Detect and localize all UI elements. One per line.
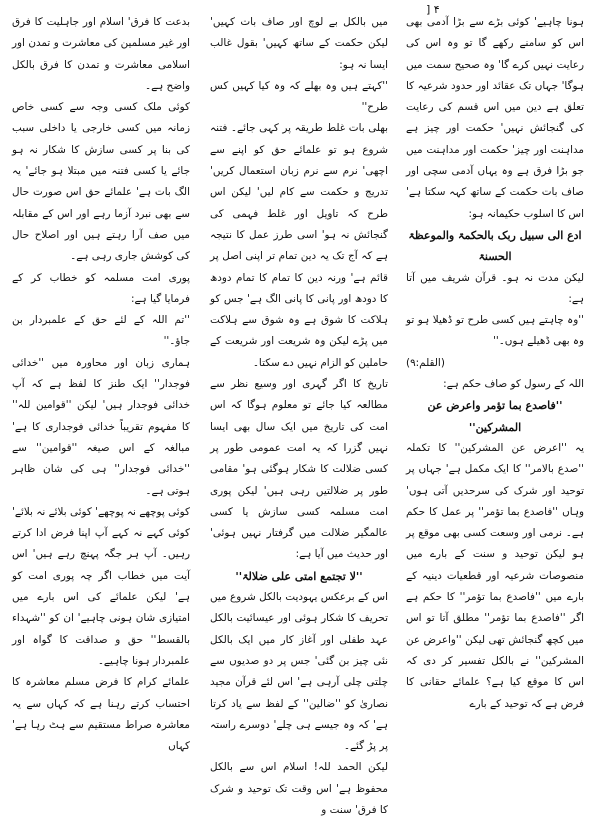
paragraph: میں بالکل بے لوچ اور صاف بات کہیں' لیکن حکمت کے ساتھ کہیں' بقول غالب ایسا نہ ہو:	[210, 16, 388, 71]
text-column-middle	[210, 12, 388, 816]
text-column-left	[12, 12, 190, 776]
quoted-verse: ''لا تجتمع امتی علی ضلالۃ''	[235, 569, 363, 583]
paragraph: اس کے برعکس یہودیت بالکل شروع میں تحریف کا شکار ہوئی اور عیسائیت بالکل عہد طفلی اور آغاز کار میں ایک بالکل نئی چیز بن گئی' جس پر دو صدیوں سے چلتی چلی آرہی ہے' اس لئے قرآن مجید نصاریٰ کو ''ضالین'' کے لفظ سے یاد کرتا ہے' کہ وہ جیسے ہی چلے' دوسرے راستہ پر پڑ گئے۔	[210, 591, 388, 753]
paragraph: ہماری زبان اور محاورہ میں ''خدائی فوجدار'' ایک طنز کا لفظ ہے کہ آپ خدائی فوجدار ہیں' لیکن ''قوامین للہ'' کا مفہوم تقریباً خدائی فوجداری کا ہے' مبالغہ کے اس صیغہ ''قوامین'' سے ''خدائی فوجدار'' ہی کی شان ظاہر ہوتی ہے۔	[12, 356, 190, 497]
page-number: ] ۴	[426, 3, 440, 16]
paragraph: علمائے کرام کا فرض مسلم معاشرہ کا احتساب کرتے رہنا ہے کہ کہاں سے یہ معاشرہ صراط مستقیم سے ہٹ رہا ہے' کہاں	[12, 676, 190, 753]
paragraph: پوری امت مسلمہ کو خطاب کر کے فرمایا گیا ہے:	[12, 271, 190, 305]
paragraph: ''تم اللہ کے لئے حق کے علمبردار بن جاؤ۔''	[12, 314, 190, 348]
quoted-verse: ادع الی سبیل ربک بالحکمۃ والموعظۃ الحسنۃ	[408, 228, 582, 264]
paragraph: لیکن الحمد للہ! اسلام اس سے بالکل محفوظ ہے' اس وقت تک توحید و شرک کا فرق' سنت و	[210, 761, 388, 816]
paragraph: ''وہ چاہتے ہیں کسی طرح تو ڈھیلا ہو تو وہ بھی ڈھیلے ہوں۔''	[406, 314, 584, 348]
paragraph: اللہ کے رسول کو صاف حکم ہے:	[443, 378, 584, 391]
citation: (القلم:۹)	[406, 356, 445, 369]
paragraph: کوئی ملک کسی وجہ سے کسی خاص زمانہ میں کسی خارجی یا داخلی سبب کی بنا پر کسی سازش کا شکار نہ ہو جائے یا کسی فتنہ میں مبتلا ہو جائے' یہ الگ بات ہے' علمائے حق اس صورت حال سے بھی نبرد آزما رہے اور اس کے مقابلہ میں صف آرا رہتے ہیں اور اصلاح حال کی کوشش جاری رہی ہے۔	[12, 101, 190, 263]
text-column-right	[406, 12, 584, 776]
paragraph: بھلی بات غلط طریقہ پر کہی جائے۔ فتنہ شروع ہو تو علمائے حق کو اپنے سے اچھی' نرم سے نرم زبان استعمال کریں' تدریج و حکمت سے کام لیں' لیکن اس طرح کہ تاویل اور غلط فہمی کی گنجائش نہ ہو' اسی طرز عمل کا نتیجہ ہے کہ آج تک یہ دین تمام تر اپنی اصل پر قائم ہے' ورنہ دین کا تمام کا تمام دودھ کا دودھ اور پانی کا پانی الگ ہے' جس کو ہلاکت کا شوق ہے وہ شوق سے ہلاکت میں پڑے لیکن وہ شریعت اور شریعت کے حاملین کو الزام نہیں دے سکتا۔	[210, 122, 388, 369]
quoted-verse: ''فاصدع بما تؤمر واعرض عن المشرکین''	[427, 399, 563, 434]
paragraph: بدعت کا فرق' اسلام اور جاہلیت کا فرق اور غیر مسلمین کی معاشرت و تمدن اور اسلامی معاشرت و تمدن کا فرق بالکل واضح ہے۔	[12, 16, 190, 92]
paragraph: تاریخ کا اگر گہری اور وسیع نظر سے مطالعہ کیا جائے تو معلوم ہوگا کہ اس امت کی تاریخ میں ایک سال بھی ایسا نہیں گزرا کہ یہ امت عمومی طور پر کسی ضلالت کا شکار ہوگئی ہو' مقامی طور پر ضلالتیں رہی ہیں' لیکن پوری امت مسلمہ کسی سازش یا کسی عالمگیر ضلالت میں گرفتار نہیں ہوئی' اور حدیث میں آیا ہے:	[210, 378, 388, 561]
paragraph: ہونا چاہیے' کوئی بڑے سے بڑا آدمی بھی اس کو سامنے رکھے گا تو وہ اس کی رعایت نہیں کرے گا' وہ صحیح سمت میں ہوگا' جہاں تک عقائد اور حدود شرعیہ کا تعلق ہے دین میں اس قسم کی رعایت کی گنجائش نہیں' حکمت اور چیز ہے مداہنت اور چیز' حکمت اور مداہنت میں جو بڑا فرق ہے وہ یہاں آدمی سچی اور صاف بات حکمت کے ساتھ کہہ سکتا ہے' اس کا اسلوب حکیمانہ ہو:	[406, 16, 584, 220]
paragraph: ''کہتے ہیں وہ بھلے کہ وہ کیا کہیں کس طرح''	[210, 79, 388, 114]
paragraph: یہ ''اعرض عن المشرکین'' کا تکملہ ''صدع بالامر'' کا ایک مکمل ہے' جہاں پر توحید اور شرک کی سرحدیں آتی ہوں' وہاں ''فاصدع بما تؤمر'' پر عمل کا حکم ہے۔ نرمی اور وسعت کسی بھی موقع پر ہو لیکن توحید و سنت کے بارے میں منصوصات شرعیہ اور قطعیات دینیہ کے بارے میں ''فاصدع بما تؤمر'' کا حکم ہے اگر ''فاصدع بما تؤمر'' مطلق آتا تو اس میں کچھ گنجائش تھی لیکن ''واعرض عن المشرکین'' نے بالکل تفسیر کر دی کہ اس کا موقع کیا ہے؟ علمائے حقانی کا فرض ہے کہ توحید کے بارے	[406, 441, 584, 710]
paragraph: کوئی پوچھے نہ پوچھے' کوئی بلائے نہ بلائے' کوئی کہے نہ کہے آپ اپنا فرض ادا کرتے رہیں۔ آپ ہر جگہ پہنچ رہے ہیں' اس آیت میں خطاب اگر چہ پوری امت کو ہے' لیکن علمائے کی اس بارے میں امتیازی شان ہونی چاہیے' ان کو ''شہداء بالقسط'' حق و صداقت کا گواہ اور علمبردار ہونا چاہیے۔	[12, 505, 190, 667]
paragraph: لیکن مدت نہ ہو۔ قرآن شریف میں آتا ہے:	[406, 271, 584, 305]
